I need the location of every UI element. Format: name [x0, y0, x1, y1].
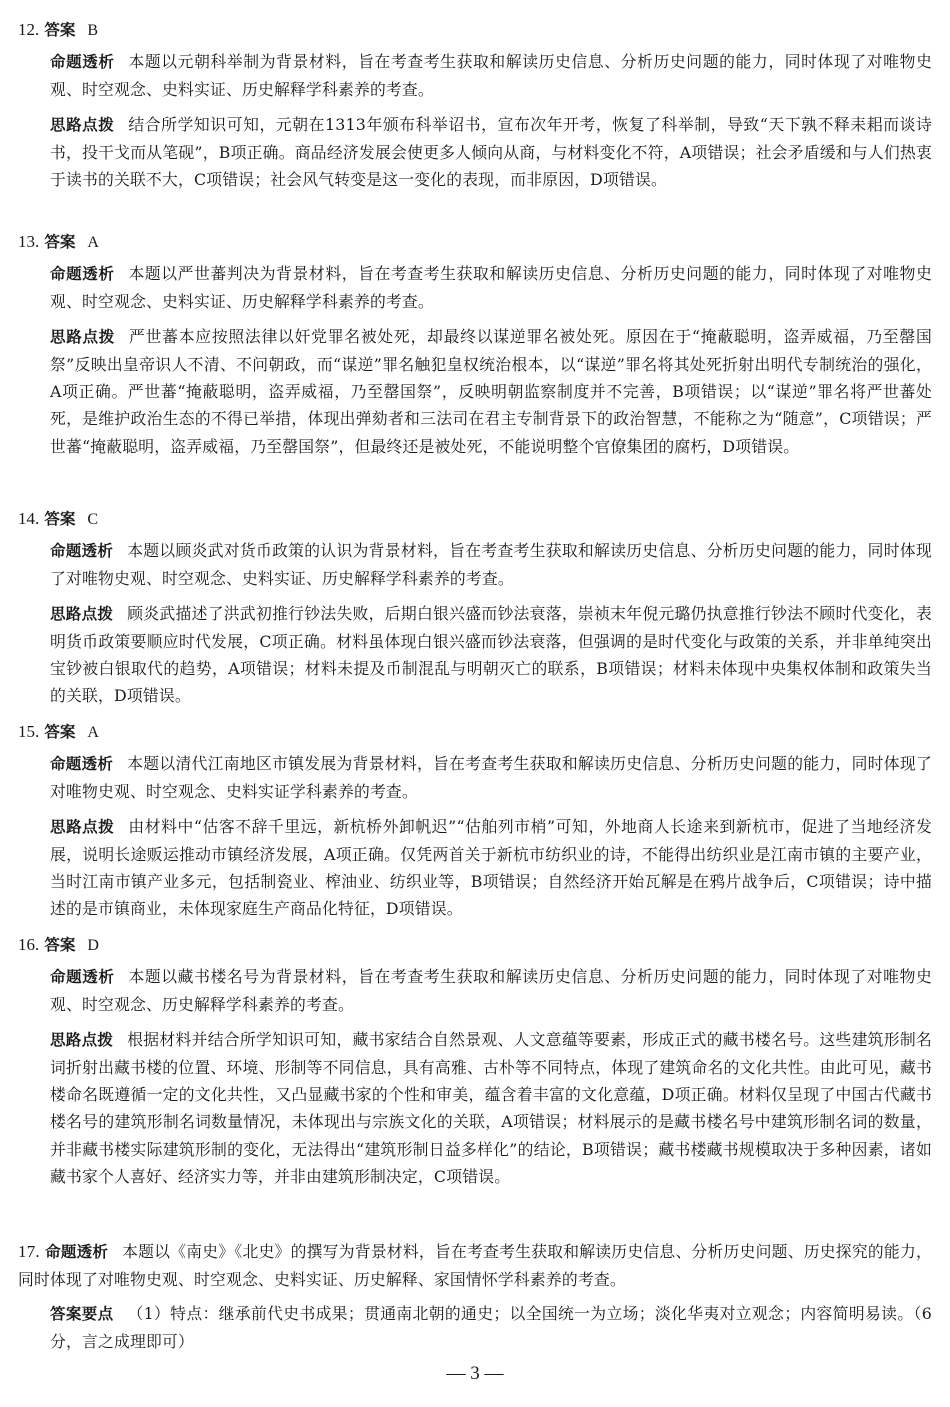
key-points-paragraph	[50, 1300, 932, 1356]
intent-label: 命题透析	[50, 265, 115, 283]
reason-text: 顾炎武描述了洪武初推行钞法失败，后期白银兴盛而钞法衰落，崇祯末年倪元璐仍执意推行钞法不顾时代变化，表明货币政策要顺应时代发展，C项正确。材料虽体现白银兴盛而钞法衰落，但强调的是时代变化与政策的关系，并非单纯突出宝钞被白银取代的趋势，A项错误；材料未提及币制混乱与明朝灭亡的联系，B项错误；材料未体现中央集权体制和政策失当的关联，D项错误。	[50, 603, 932, 706]
intent-paragraph	[50, 537, 932, 593]
answer-line	[18, 19, 932, 41]
answer-value: A	[87, 724, 99, 741]
answer-value: D	[87, 937, 99, 954]
question-14	[18, 508, 932, 710]
reason-paragraph	[50, 600, 932, 710]
answer-label: 答案	[44, 723, 76, 741]
intent-paragraph	[50, 260, 932, 316]
intent-label: 命题透析	[50, 755, 114, 773]
question-17	[18, 1238, 932, 1355]
question-number: 13.	[18, 232, 40, 251]
intent-text: 本题以严世蕃判决为背景材料，旨在考查考生获取和解读历史信息、分析历史问题的能力，同时体现了对唯物史观、时空观念、史料实证、历史解释学科素养的考查。	[50, 264, 932, 312]
intent-text: 本题以清代江南地区市镇发展为背景材料，旨在考查考生获取和解读历史信息、分析历史问题的能力，同时体现了对唯物史观、时空观念、史料实证学科素养的考查。	[50, 754, 932, 802]
reason-label: 思路点拨	[50, 327, 116, 346]
answer-line	[18, 231, 932, 253]
reason-paragraph	[50, 1026, 932, 1191]
intent-text: 本题以《南史》《北史》的撰写为背景材料，旨在考查考生获取和解读历史信息、分析历史问题、历史探究的能力，同时体现了对唯物史观、时空观念、史料实证、历史解释、家国情怀学科素养的考查。	[18, 1242, 932, 1290]
key-points-text: （1）特点：继承前代史书成果；贯通南北朝的通史；以全国统一为立场；淡化华夷对立观念；内容简明易读。（6分，言之成理即可）	[50, 1303, 932, 1351]
intent-paragraph	[50, 750, 932, 806]
intent-text: 本题以元朝科举制为背景材料，旨在考查考生获取和解读历史信息、分析历史问题的能力，同时体现了对唯物史观、时空观念、史料实证、历史解释学科素养的考查。	[50, 52, 932, 100]
question-number: 12.	[18, 20, 40, 39]
answer-label: 答案	[44, 936, 76, 954]
intent-label: 命题透析	[50, 968, 115, 986]
intent-label: 命题透析	[50, 53, 115, 71]
intent-label: 命题透析	[50, 542, 114, 560]
reason-paragraph	[50, 323, 932, 460]
answer-label: 答案	[44, 21, 76, 39]
page-number: — 3 —	[446, 1363, 504, 1384]
question-number: 16.	[18, 935, 40, 954]
reason-text: 根据材料并结合所学知识可知，藏书家结合自然景观、人文意蕴等要素，形成正式的藏书楼名号。这些建筑形制名词折射出藏书楼的位置、环境、形制等不同信息，具有高雅、古朴等不同特点，体现了建筑命名的文化共性。由此可见，藏书楼命名既遵循一定的文化共性，又凸显藏书家的个性和审美，蕴含着丰富的文化意蕴，D项正确。材料仅呈现了中国古代藏书楼名号的建筑形制名词数量情况，未体现出与宗族文化的关联，A项错误；材料展示的是藏书楼名号中建筑形制名词的数量，并非藏书楼实际建筑形制的变化，无法得出“建筑形制日益多样化”的结论，B项错误；藏书楼藏书规模取决于多种因素，诸如藏书家个人喜好、经济实力等，并非由建筑形制决定，C项错误。	[50, 1029, 932, 1187]
answer-value: A	[87, 234, 99, 251]
question-13	[18, 231, 932, 460]
key-points-label: 答案要点	[50, 1304, 114, 1323]
question-number: 17.	[18, 1242, 40, 1261]
answer-label: 答案	[44, 233, 76, 251]
reason-text: 结合所学知识可知，元朝在1313年颁布科举诏书，宣布次年开考，恢复了科举制，导致“天下孰不释耒耜而谈诗书，投干戈而从笔砚”，B项正确。商品经济发展会使更多人倾向从商，与材料变化不符，A项错误；社会矛盾缓和与人们热衷于读书的关联不大，C项错误；社会风气转变是这一变化的表现，而非原因，D项错误。	[50, 114, 932, 190]
answer-line	[18, 508, 932, 530]
question-number: 14.	[18, 509, 40, 528]
reason-label: 思路点拨	[50, 115, 115, 134]
reason-paragraph	[50, 111, 932, 194]
intent-text: 本题以顾炎武对货币政策的认识为背景材料，旨在考查考生获取和解读历史信息、分析历史问题的能力，同时体现了对唯物史观、时空观念、史料实证、历史解释学科素养的考查。	[50, 541, 932, 589]
question-number: 15.	[18, 722, 40, 741]
intent-paragraph	[50, 963, 932, 1019]
reason-label: 思路点拨	[50, 1030, 114, 1049]
intent-label: 命题透析	[45, 1243, 109, 1261]
intent-paragraph	[50, 48, 932, 104]
intent-text: 本题以藏书楼名号为背景材料，旨在考查考生获取和解读历史信息、分析历史问题的能力，同时体现了对唯物史观、时空观念、历史解释学科素养的考查。	[50, 967, 932, 1015]
question-15	[18, 721, 932, 923]
answer-value: C	[87, 511, 99, 528]
reason-text: 由材料中“估客不辞千里远，新杭桥外卸帆迟”“估舶列市梢”可知，外地商人长途来到新杭市，促进了当地经济发展，说明长途贩运推动市镇经济发展，A项正确。仅凭两首关于新杭市纺织业的诗，不能得出纺织业是江南市镇的主要产业，当时江南市镇产业多元，包括制瓷业、榨油业、纺织业等，B项错误；自然经济开始瓦解是在鸦片战争后，C项错误；诗中描述的是市镇商业，未体现家庭生产商品化特征，D项错误。	[50, 816, 932, 919]
answer-value: B	[87, 22, 99, 39]
question-12	[18, 19, 932, 193]
question-16	[18, 934, 932, 1190]
reason-text: 严世蕃本应按照法律以奸党罪名被处死，却最终以谋逆罪名被处死。原因在于“掩蔽聪明，盗弄威福，乃至罄国祭”反映出皇帝识人不清、不问朝政，而“谋逆”罪名触犯皇权统治根本，以“谋逆”罪名将其处死折射出明代专制统治的强化，A项正确。严世蕃“掩蔽聪明，盗弄威福，乃至罄国祭”，反映明朝监察制度并不完善，B项错误；以“谋逆”罪名将严世蕃处死，是维护政治生态的不得已举措，体现出弹劾者和三法司在君主专制背景下的政治智慧，不能称之为“随意”，C项错误；严世蕃“掩蔽聪明，盗弄威福，乃至罄国祭”，但最终还是被处死，不能说明整个官僚集团的腐朽，D项错误。	[50, 326, 932, 456]
reason-paragraph	[50, 813, 932, 923]
answer-line	[18, 934, 932, 956]
answer-label: 答案	[44, 510, 76, 528]
intent-paragraph	[18, 1238, 932, 1294]
reason-label: 思路点拨	[50, 817, 115, 836]
answer-line	[18, 721, 932, 743]
reason-label: 思路点拨	[50, 604, 114, 623]
